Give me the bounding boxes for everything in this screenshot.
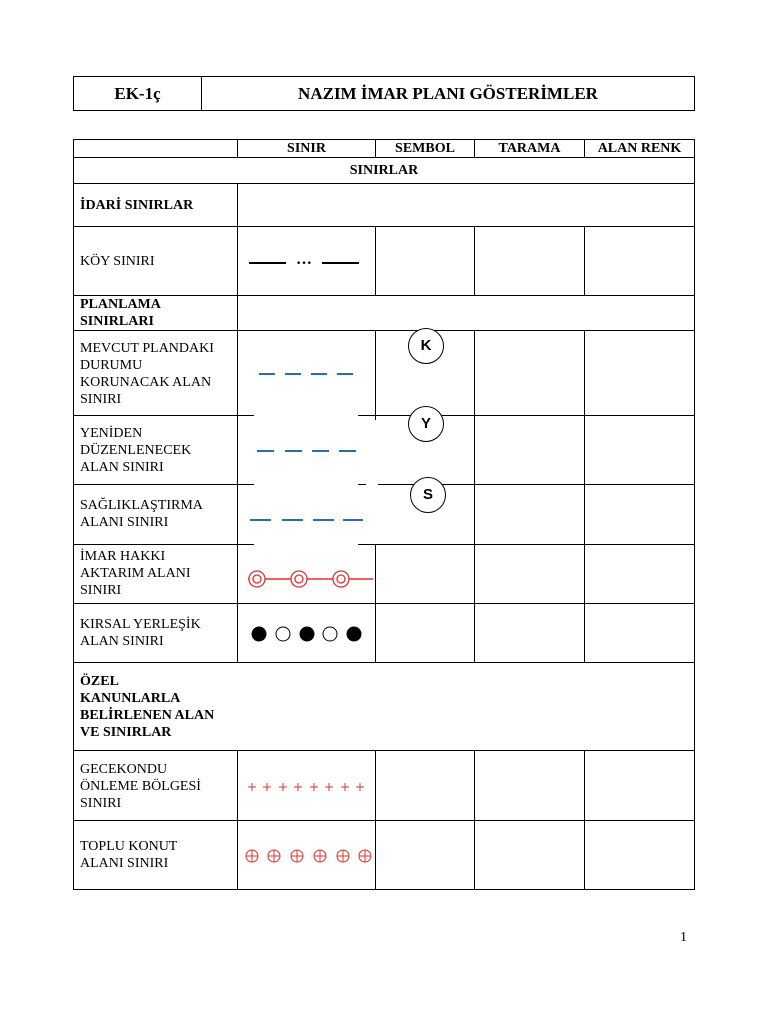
label-line: TOPLU KONUT xyxy=(80,839,178,854)
label-line: KANUNLARLA xyxy=(80,691,181,706)
koy-dots: ••• xyxy=(296,259,312,269)
page-number: 1 xyxy=(680,930,687,945)
gecekondu-boundary-symbol xyxy=(248,783,364,791)
symbol-image-background xyxy=(254,336,358,580)
annex-code: EK-1ç xyxy=(114,84,161,103)
symbol-s-circle: S xyxy=(410,477,446,513)
label-line: SINIRLARI xyxy=(80,314,154,329)
label-line: ALAN SINIRI xyxy=(80,634,164,649)
label-line: DURUMU xyxy=(80,358,143,373)
column-header-tarama: TARAMA xyxy=(498,141,561,156)
label-line: SINIRI xyxy=(80,583,122,598)
label-line: İMAR HAKKI xyxy=(80,549,166,564)
label-line: MEVCUT PLANDAKI xyxy=(80,341,214,356)
section-title: SINIRLAR xyxy=(349,163,419,178)
label-line: SINIRI xyxy=(80,392,122,407)
label-line: ÖZEL xyxy=(80,674,119,689)
label-line: SINIRI xyxy=(80,796,122,811)
symbol-image-background xyxy=(366,420,378,544)
label-line: BELİRLENEN ALAN xyxy=(80,708,215,723)
symbol-k-circle: K xyxy=(408,328,444,364)
column-header-sembol: SEMBOL xyxy=(395,141,455,156)
document-title: NAZIM İMAR PLANI GÖSTERİMLER xyxy=(298,84,598,103)
label-line: GECEKONDU xyxy=(80,762,168,777)
column-header-alan-renk: ALAN RENK xyxy=(597,141,682,156)
koy-boundary-symbol xyxy=(249,259,359,269)
row-label-koy: KÖY SINIRI xyxy=(80,254,155,269)
label-line: KIRSAL YERLEŞİK xyxy=(80,617,201,632)
label-line: AKTARIM ALANI xyxy=(80,566,191,581)
label-line: ALANI SINIRI xyxy=(80,515,169,530)
label-line: PLANLAMA xyxy=(80,297,161,312)
row-label-idari: İDARİ SINIRLAR xyxy=(80,198,194,213)
label-line: ALANI SINIRI xyxy=(80,856,169,871)
label-line: SAĞLIKLAŞTIRMA xyxy=(80,498,203,513)
label-line: YENİDEN xyxy=(80,426,143,441)
label-line: VE SINIRLAR xyxy=(80,725,172,740)
label-line: ÖNLEME BÖLGESİ xyxy=(80,779,201,794)
column-header-sinir: SINIR xyxy=(287,141,326,156)
label-line: ALAN SINIRI xyxy=(80,460,164,475)
kirsal-yerlesik-boundary-symbol xyxy=(252,627,361,641)
label-line: DÜZENLENECEK xyxy=(80,443,192,458)
toplu-konut-boundary-symbol xyxy=(246,850,371,862)
symbol-y-circle: Y xyxy=(408,406,444,442)
label-line: KORUNACAK ALAN xyxy=(80,375,212,390)
